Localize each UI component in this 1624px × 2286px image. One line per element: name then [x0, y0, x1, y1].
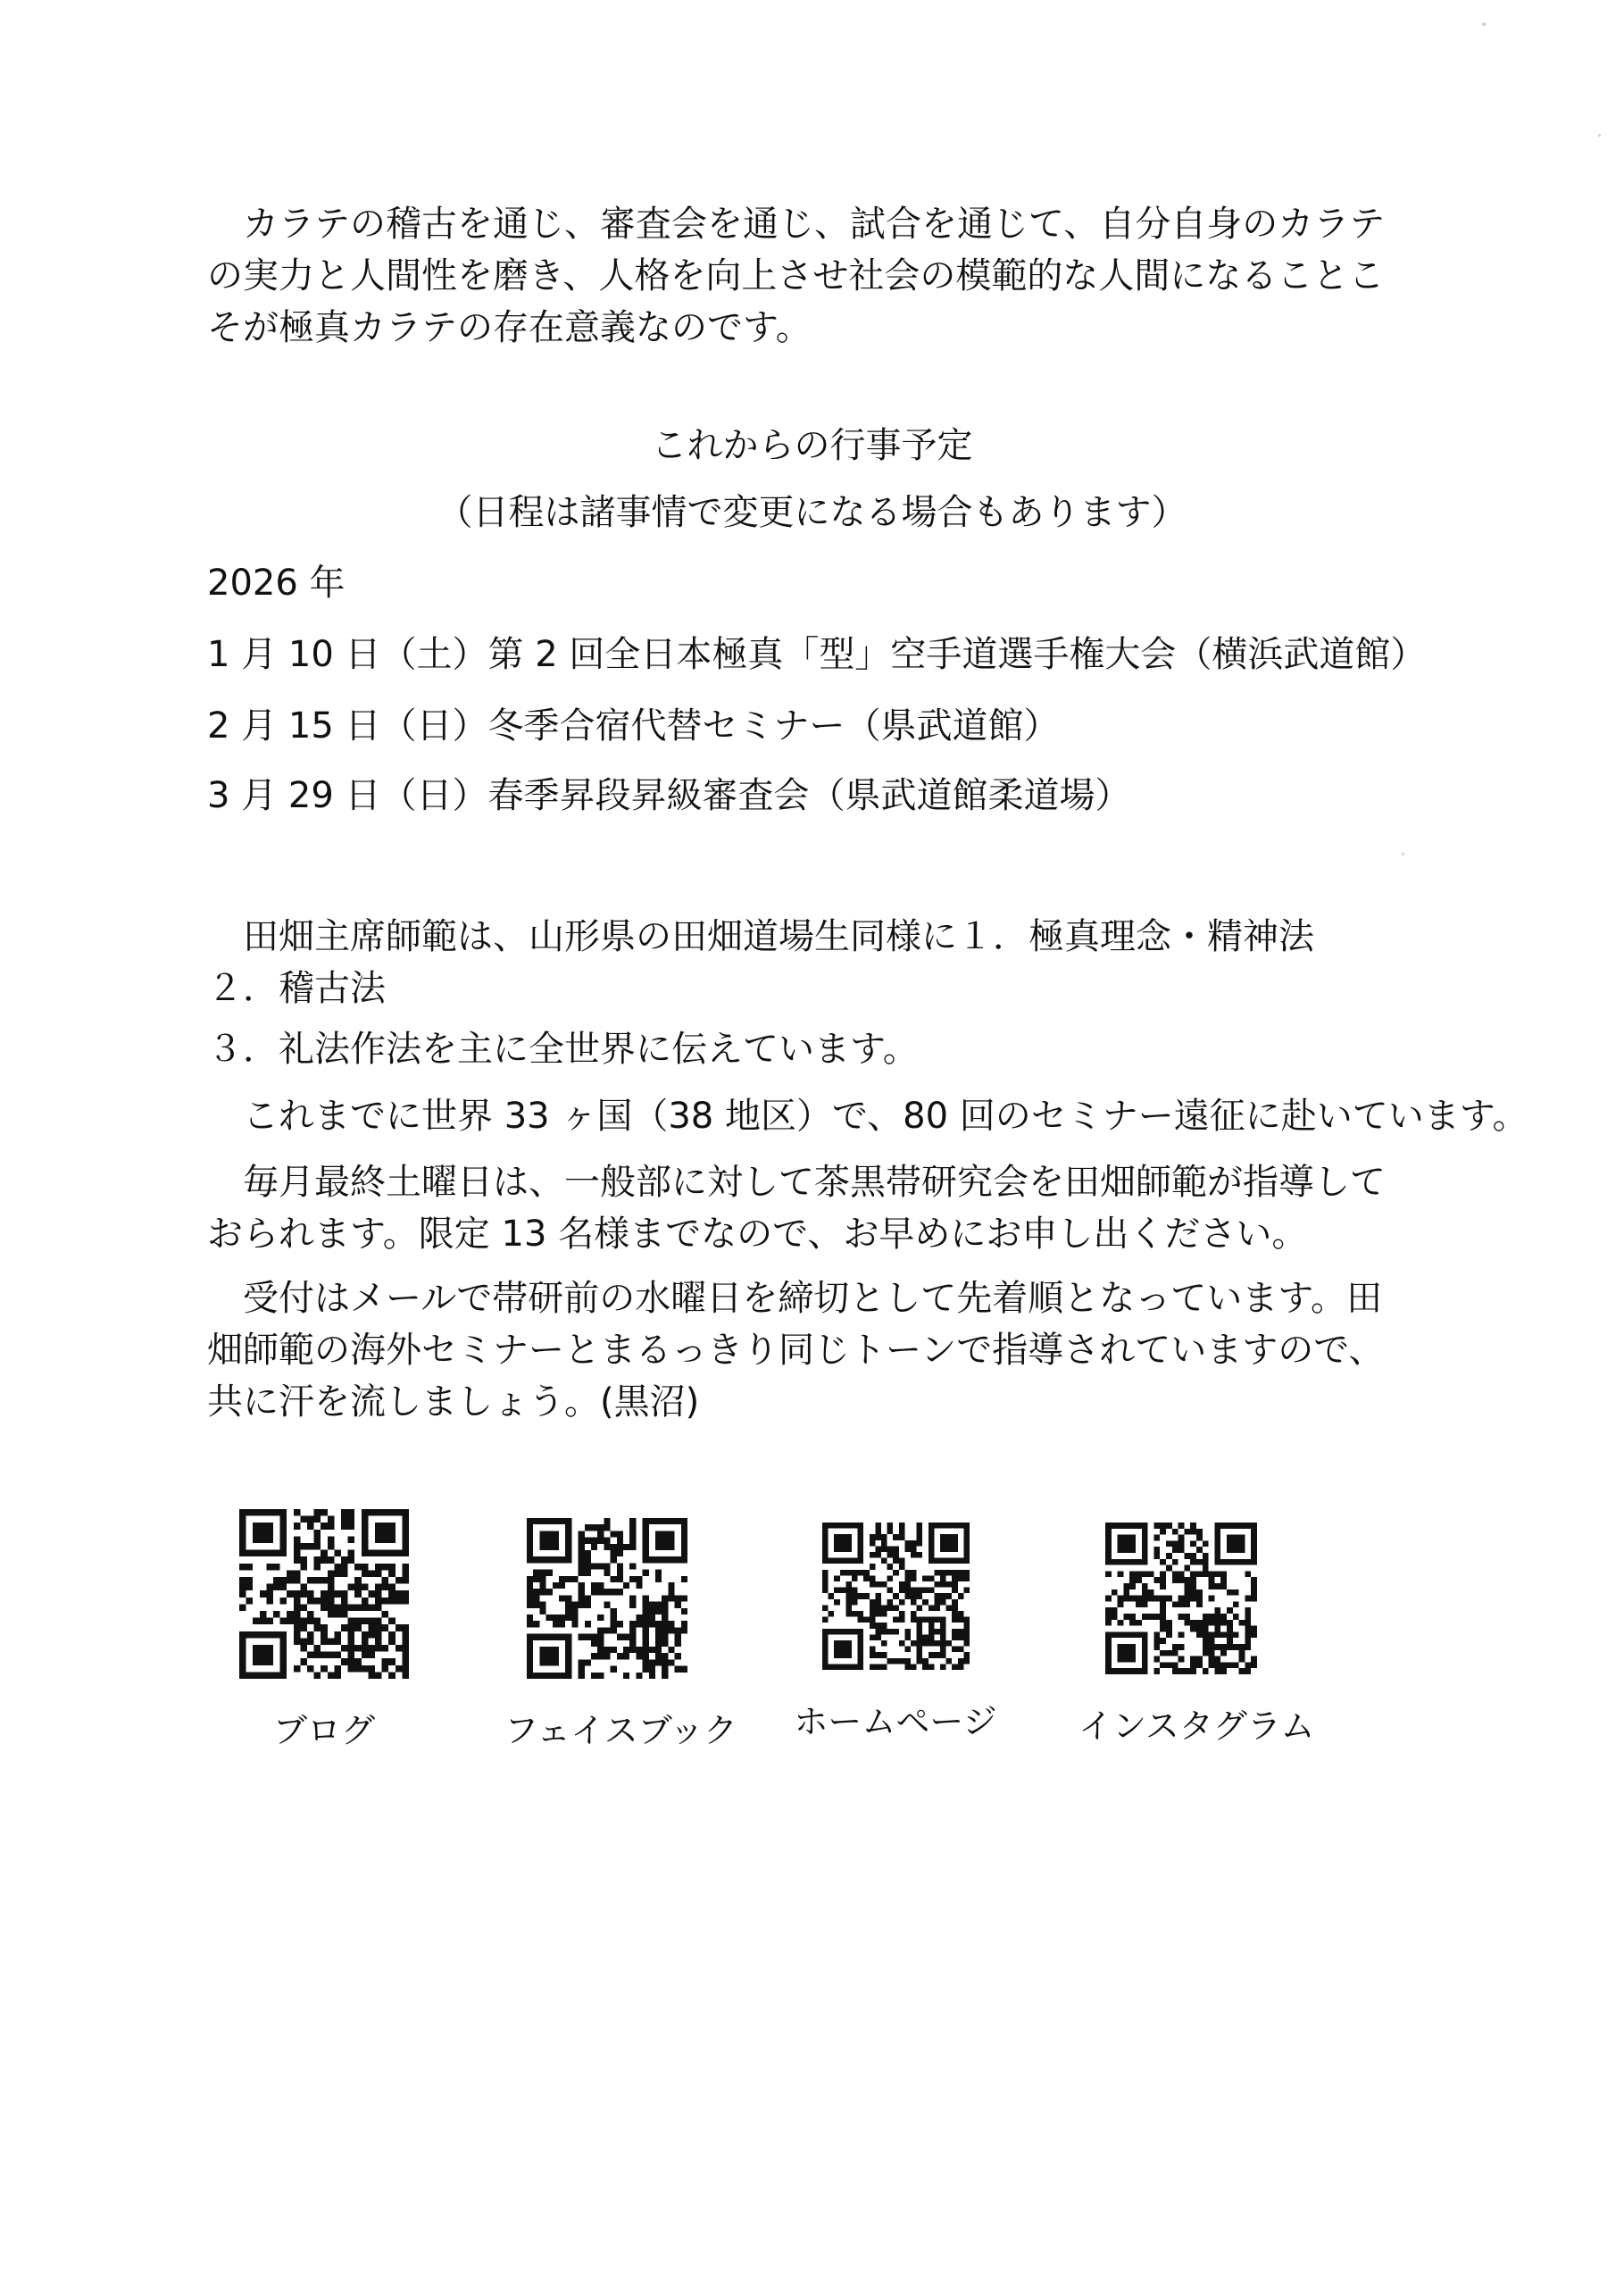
schedule-note: （日程は諸事情で変更になる場合もあります）	[437, 492, 1187, 533]
body-paragraph-2: これまでに世界 33 ヶ国（38 地区）で、80 回のセミナー遠征に赴いています。	[243, 1096, 1528, 1137]
qr-link-facebook[interactable]	[504, 1518, 738, 1752]
qr-link-homepage[interactable]	[793, 1523, 998, 1743]
qr-code-icon	[239, 1509, 409, 1679]
body-paragraph-1: 田畑主席師範は、山形県の田畑道場生同様に１．極真理念・精神法 ２．稽古法	[207, 916, 1350, 1009]
qr-label-homepage: ホームページ	[794, 1702, 997, 1741]
qr-code-icon	[1105, 1523, 1257, 1674]
schedule-event-1: 1 月 10 日（土）第 2 回全日本極真「型」空手道選手権大会（横浜武道館）	[207, 634, 1427, 675]
scan-speck	[1598, 134, 1601, 137]
qr-label-facebook: フェイスブック	[504, 1711, 738, 1750]
qr-code-icon	[822, 1523, 970, 1670]
qr-link-instagram[interactable]	[1079, 1523, 1315, 1748]
scan-speck	[1402, 853, 1404, 855]
body-paragraph-4: 受付はメールで帯研前の水曜日を締切として先着順となっています。田畑師範の海外セミナーとまるっきり同じトーンで指導されていますので、共に汗を流しましょう。(黒沼)	[207, 1278, 1385, 1422]
schedule-event-3: 3 月 29 日（日）春季昇段昇級審査会（県武道館柔道場）	[207, 775, 1131, 816]
scan-speck	[1482, 22, 1486, 26]
qr-code-icon	[527, 1518, 687, 1679]
qr-label-blog: ブログ	[272, 1711, 375, 1750]
schedule-year: 2026 年	[207, 563, 346, 604]
body-paragraph-1b: ３．礼法作法を主に全世界に伝えています。	[207, 1029, 919, 1070]
schedule-title: これからの行事予定	[651, 425, 973, 466]
qr-label-instagram: インスタグラム	[1079, 1706, 1315, 1746]
schedule-event-2: 2 月 15 日（日）冬季合宿代替セミナー（県武道館）	[207, 705, 1060, 747]
intro-paragraph: カラテの稽古を通じ、審査会を通じ、試合を通じて、自分自身のカラテの実力と人間性を磨き、人格を向上させ社会の模範的な人間になることこそが極真カラテの存在意義なのです。	[207, 204, 1386, 348]
qr-link-blog[interactable]	[221, 1509, 427, 1752]
body-paragraph-3: 毎月最終土曜日は、一般部に対して茶黒帯研究会を田畑師範が指導しておられます。限定 13 名様までなので、お早めにお申し出ください。	[207, 1162, 1386, 1255]
